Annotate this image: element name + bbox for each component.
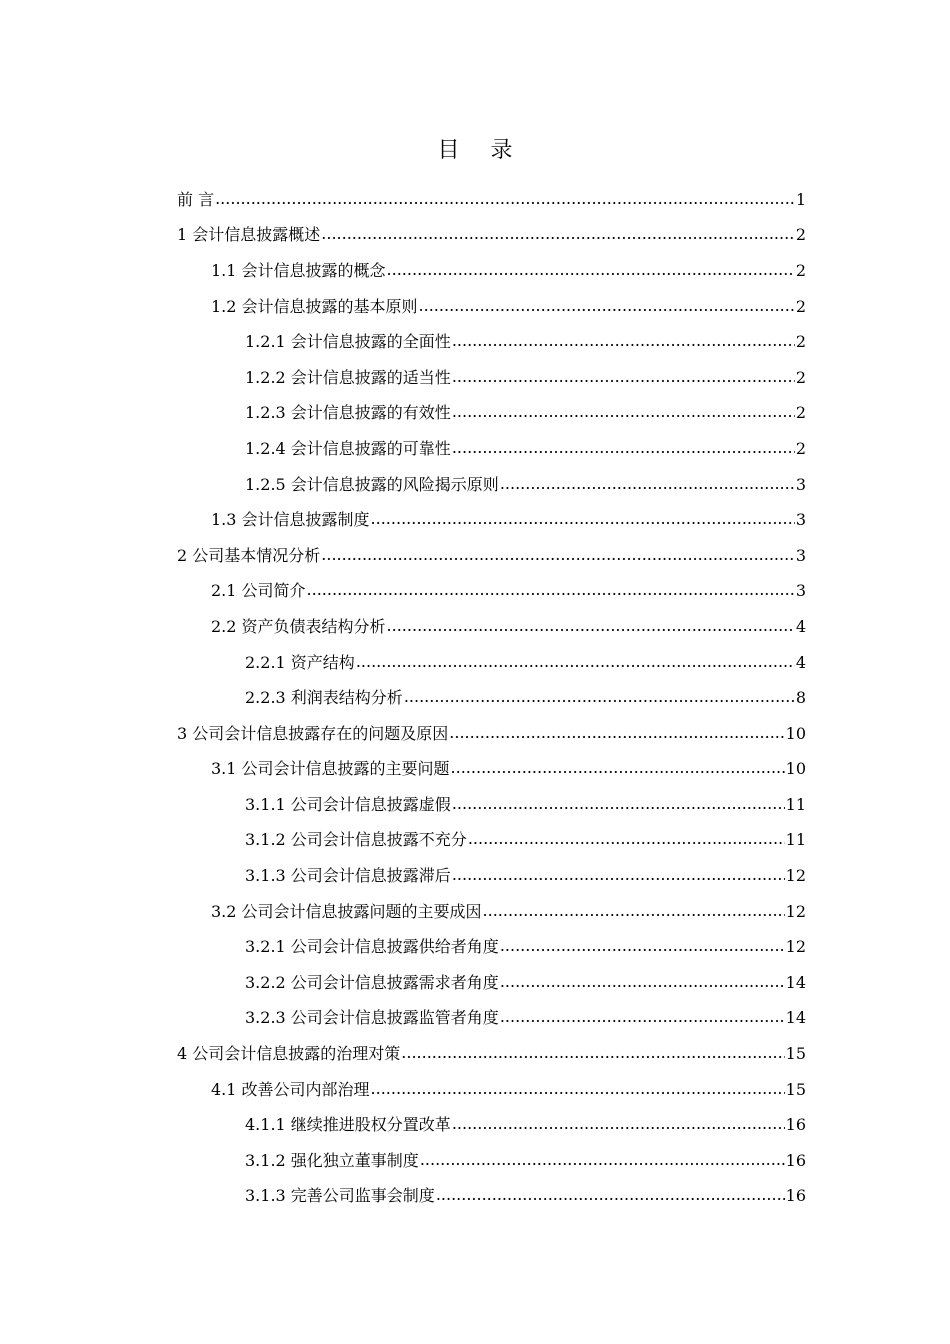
- toc-entry[interactable]: [0, 1036, 950, 1072]
- toc-entry-page: 3: [795, 474, 806, 494]
- toc-entry-label: 3.2.3 公司会计信息披露监管者角度: [245, 1008, 499, 1028]
- toc-entry-page: 3: [795, 581, 806, 601]
- toc-entry-label: 3.1.2 公司会计信息披露不充分: [245, 830, 467, 850]
- toc-entry-page: 15: [785, 1044, 806, 1064]
- toc-entry-label: 1.2.1 会计信息披露的全面性: [245, 332, 451, 352]
- toc-entry-label: 3 公司会计信息披露存在的问题及原因: [177, 723, 449, 743]
- toc-entry-page: 10: [785, 723, 806, 743]
- toc-entry[interactable]: [0, 218, 950, 254]
- toc-entry-label: 1.2 会计信息披露的基本原则: [211, 296, 418, 316]
- toc-entry-page: 11: [785, 830, 806, 850]
- toc-entry[interactable]: [0, 1107, 950, 1143]
- toc-entry[interactable]: [0, 680, 950, 716]
- toc-entry-label: 2.1 公司简介: [211, 581, 306, 601]
- toc-entry[interactable]: [0, 1001, 950, 1037]
- toc-dot-leader: [452, 865, 785, 885]
- toc-entry-page: 2: [795, 332, 806, 352]
- toc-dot-leader: [404, 687, 795, 707]
- toc-entry-label: 1.1 会计信息披露的概念: [211, 260, 386, 280]
- toc-entry-page: 2: [795, 438, 806, 458]
- toc-dot-leader: [387, 616, 795, 636]
- toc-dot-leader: [371, 1079, 785, 1099]
- toc-entry[interactable]: [0, 396, 950, 432]
- toc-dot-leader: [452, 438, 795, 458]
- toc-entry[interactable]: [0, 182, 950, 218]
- toc-dot-leader: [452, 794, 785, 814]
- toc-entry-page: 2: [795, 403, 806, 423]
- toc-entry-page: 3: [795, 545, 806, 565]
- toc-dot-leader: [321, 545, 795, 565]
- toc-entry[interactable]: [0, 502, 950, 538]
- toc-entry-label: 1.2.5 会计信息披露的风险揭示原则: [245, 474, 499, 494]
- toc-entry-label: 3.1 公司会计信息披露的主要问题: [211, 759, 450, 779]
- toc-entry[interactable]: [0, 965, 950, 1001]
- toc-dot-leader: [449, 723, 784, 743]
- toc-entry[interactable]: [0, 609, 950, 645]
- toc-entry-page: 14: [785, 972, 806, 992]
- toc-entry-label: 1.2.4 会计信息披露的可靠性: [245, 438, 451, 458]
- toc-entry[interactable]: [0, 289, 950, 325]
- toc-dot-leader: [419, 296, 795, 316]
- toc-dot-leader: [451, 758, 785, 778]
- toc-entry-label: 2.2 资产负债表结构分析: [211, 616, 386, 636]
- toc-dot-leader: [215, 189, 795, 209]
- toc-dot-leader: [420, 1150, 785, 1170]
- toc-entry[interactable]: [0, 858, 950, 894]
- toc-entry-label: 3.2 公司会计信息披露问题的主要成因: [211, 901, 482, 921]
- toc-dot-leader: [452, 1114, 785, 1134]
- toc-entry-page: 11: [785, 794, 806, 814]
- toc-dot-leader: [371, 509, 795, 529]
- toc-entry[interactable]: [0, 360, 950, 396]
- toc-entry-page: 14: [785, 1008, 806, 1028]
- toc-entry-label: 3.1.2 强化独立董事制度: [245, 1150, 419, 1170]
- toc-entry-label: 2.2.1 资产结构: [245, 652, 355, 672]
- toc-entry[interactable]: [0, 1143, 950, 1179]
- toc-dot-leader: [356, 652, 795, 672]
- toc-entry-label: 1 会计信息披露概述: [177, 225, 321, 245]
- toc-entry-page: 3: [795, 510, 806, 530]
- toc-dot-leader: [307, 580, 795, 600]
- toc-entry-label: 3.2.1 公司会计信息披露供给者角度: [245, 937, 499, 957]
- toc-entry[interactable]: [0, 1179, 950, 1215]
- toc-entry-label: 3.1.3 公司会计信息披露滞后: [245, 866, 451, 886]
- toc-dot-leader: [500, 972, 785, 992]
- toc-entry-page: 2: [795, 260, 806, 280]
- toc-entry[interactable]: [0, 538, 950, 574]
- toc-dot-leader: [468, 829, 785, 849]
- toc-entry-page: 16: [785, 1186, 806, 1206]
- toc-dot-leader: [452, 331, 795, 351]
- toc-dot-leader: [452, 402, 795, 422]
- toc-entry-page: 12: [785, 937, 806, 957]
- toc-entry[interactable]: [0, 787, 950, 823]
- toc-entry[interactable]: [0, 823, 950, 859]
- toc-entry-label: 3.2.2 公司会计信息披露需求者角度: [245, 972, 499, 992]
- toc-entry-label: 2 公司基本情况分析: [177, 545, 321, 565]
- toc-entry-page: 4: [795, 652, 806, 672]
- toc-dot-leader: [321, 224, 795, 244]
- toc-entry[interactable]: [0, 752, 950, 788]
- toc-entry[interactable]: [0, 467, 950, 503]
- toc-entry-page: 10: [785, 759, 806, 779]
- toc-entry[interactable]: [0, 431, 950, 467]
- toc-entry-label: 3.1.3 完善公司监事会制度: [245, 1186, 435, 1206]
- toc-entry-label: 1.2.2 会计信息披露的适当性: [245, 367, 451, 387]
- toc-dot-leader: [500, 474, 795, 494]
- toc-entry[interactable]: [0, 929, 950, 965]
- toc-entry[interactable]: [0, 324, 950, 360]
- toc-entry-label: 3.1.1 公司会计信息披露虚假: [245, 794, 451, 814]
- toc-entry-label: 4.1.1 继续推进股权分置改革: [245, 1115, 451, 1135]
- toc-entry-page: 2: [795, 225, 806, 245]
- toc-entry-label: 4 公司会计信息披露的治理对策: [177, 1044, 401, 1064]
- toc-entry-label: 前 言: [177, 189, 215, 209]
- toc-entry-page: 12: [785, 901, 806, 921]
- toc-entry-label: 2.2.3 利润表结构分析: [245, 688, 403, 708]
- toc-entry[interactable]: [0, 645, 950, 681]
- toc-entry[interactable]: [0, 894, 950, 930]
- page-title: 目 录: [437, 137, 525, 163]
- toc-dot-leader: [436, 1185, 785, 1205]
- toc-entry-page: 1: [795, 189, 806, 209]
- toc-entry-page: 2: [795, 367, 806, 387]
- toc-entry-label: 1.3 会计信息披露制度: [211, 510, 370, 530]
- toc-entry-label: 1.2.3 会计信息披露的有效性: [245, 403, 451, 423]
- toc-dot-leader: [500, 936, 785, 956]
- toc-entry-page: 4: [795, 616, 806, 636]
- toc-dot-leader: [387, 260, 795, 280]
- toc-entry[interactable]: [0, 1072, 950, 1108]
- toc-entry-page: 12: [785, 866, 806, 886]
- toc-dot-leader: [500, 1007, 785, 1027]
- toc-dot-leader: [483, 901, 785, 921]
- toc-entry-page: 8: [795, 688, 806, 708]
- toc-dot-leader: [401, 1043, 784, 1063]
- toc-entry-page: 2: [795, 296, 806, 316]
- table-of-contents: [0, 182, 950, 1214]
- toc-entry-page: 15: [785, 1079, 806, 1099]
- toc-entry[interactable]: [0, 574, 950, 610]
- toc-entry-page: 16: [785, 1115, 806, 1135]
- toc-entry[interactable]: [0, 716, 950, 752]
- toc-dot-leader: [452, 367, 795, 387]
- toc-entry-page: 16: [785, 1150, 806, 1170]
- toc-entry[interactable]: [0, 253, 950, 289]
- toc-entry-label: 4.1 改善公司内部治理: [211, 1079, 370, 1099]
